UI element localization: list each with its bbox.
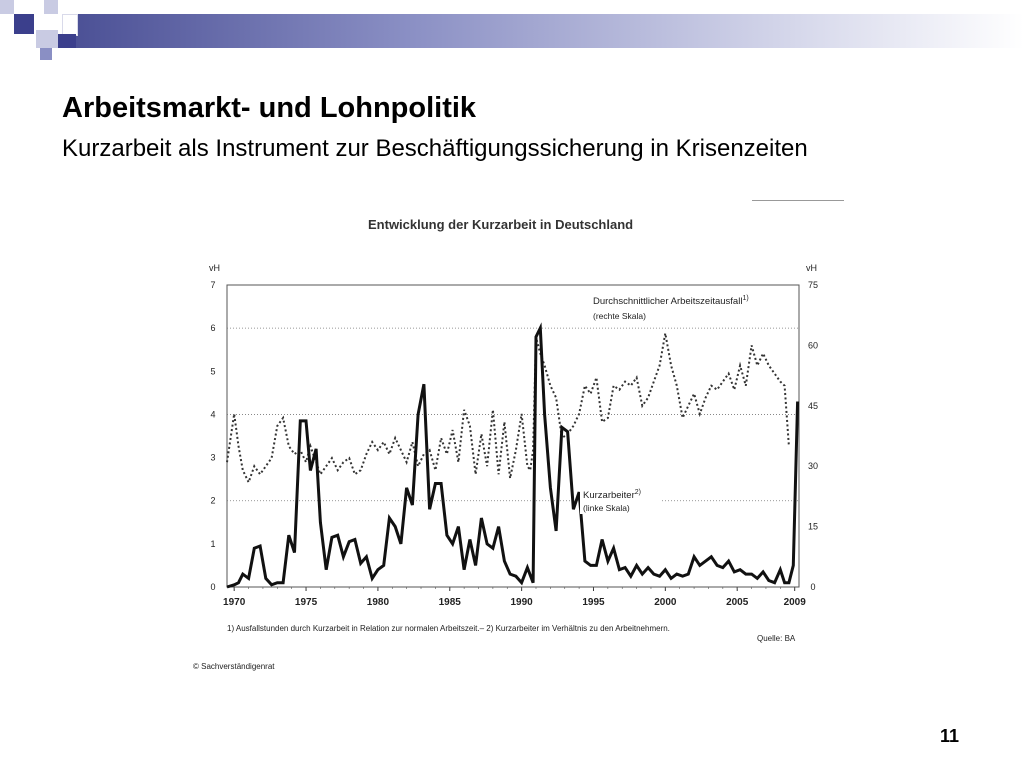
right-tick-label: 60 [807, 340, 819, 351]
right-tick-label: 15 [807, 521, 819, 532]
x-tick-label: 2000 [654, 597, 677, 608]
left-tick-label: 0 [210, 582, 216, 592]
left-tick-label: 5 [210, 366, 216, 377]
chart-title: Entwicklung der Kurzarbeit in Deutschland [368, 217, 634, 232]
left-tick-label: 7 [210, 280, 216, 290]
series-name: Kurzarbeiter [583, 490, 635, 501]
right-tick-label: 45 [807, 400, 819, 411]
series-scale-note: (rechte Skala) [593, 311, 646, 321]
chart-copyright: © Sachverständigenrat [193, 662, 275, 671]
left-axis-ticks [210, 280, 215, 592]
right-axis-unit: vH [806, 263, 817, 273]
chart-footnote: 1) Ausfallstunden durch Kurzarbeit in Relation zur normalen Arbeitszeit.– 2) Kurzarbeiter im Verhältnis zu den Arbeitnehmern. [227, 624, 670, 633]
x-tick-label: 1985 [438, 597, 461, 608]
left-tick-label: 2 [210, 495, 216, 506]
x-tick-label: 2005 [726, 597, 749, 608]
series-line-arbeitszeitausfall [227, 333, 789, 482]
series-superscript: 1) [742, 295, 749, 302]
left-tick-label: 4 [210, 409, 216, 420]
left-axis-unit: vH [209, 263, 220, 273]
chart-source: Quelle: BA [757, 634, 796, 643]
svg-text:Kurzarbeiter2) [583, 489, 641, 501]
left-tick-label: 1 [210, 538, 216, 549]
x-axis-ticks [223, 587, 806, 608]
left-tick-label: 3 [210, 452, 216, 463]
x-tick-label: 1995 [582, 597, 605, 608]
annotation-kurzarbeiter [580, 484, 660, 514]
x-tick-label: 1970 [223, 597, 246, 608]
svg-text:Durchschnittlicher Arbeitszeit [593, 295, 749, 307]
right-tick-label: 30 [807, 461, 819, 472]
right-tick-label: 75 [807, 280, 819, 290]
plot-frame [227, 285, 799, 587]
x-tick-label: 1990 [510, 597, 533, 608]
series-name: Durchschnittlicher Arbeitszeitausfall [593, 296, 743, 307]
gridlines [227, 328, 799, 501]
annotation-arbeitszeitausfall [590, 290, 796, 324]
x-tick-label: 1975 [294, 597, 318, 608]
right-tick-label: 0 [810, 582, 816, 592]
page-number: 11 [940, 726, 960, 746]
left-tick-label: 6 [210, 323, 216, 334]
x-tick-label: 1980 [366, 597, 390, 608]
series-line-kurzarbeiter [227, 328, 798, 587]
x-tick-label: 2009 [783, 597, 806, 608]
slide-title: Arbeitsmarkt- und Lohnpolitik [62, 92, 477, 124]
right-axis-ticks [808, 280, 818, 592]
slide-subtitle: Kurzarbeit als Instrument zur Beschäftigungssicherung in Krisenzeiten [62, 135, 808, 162]
series-scale-note: (linke Skala) [583, 503, 630, 513]
series-superscript: 2) [634, 489, 641, 496]
